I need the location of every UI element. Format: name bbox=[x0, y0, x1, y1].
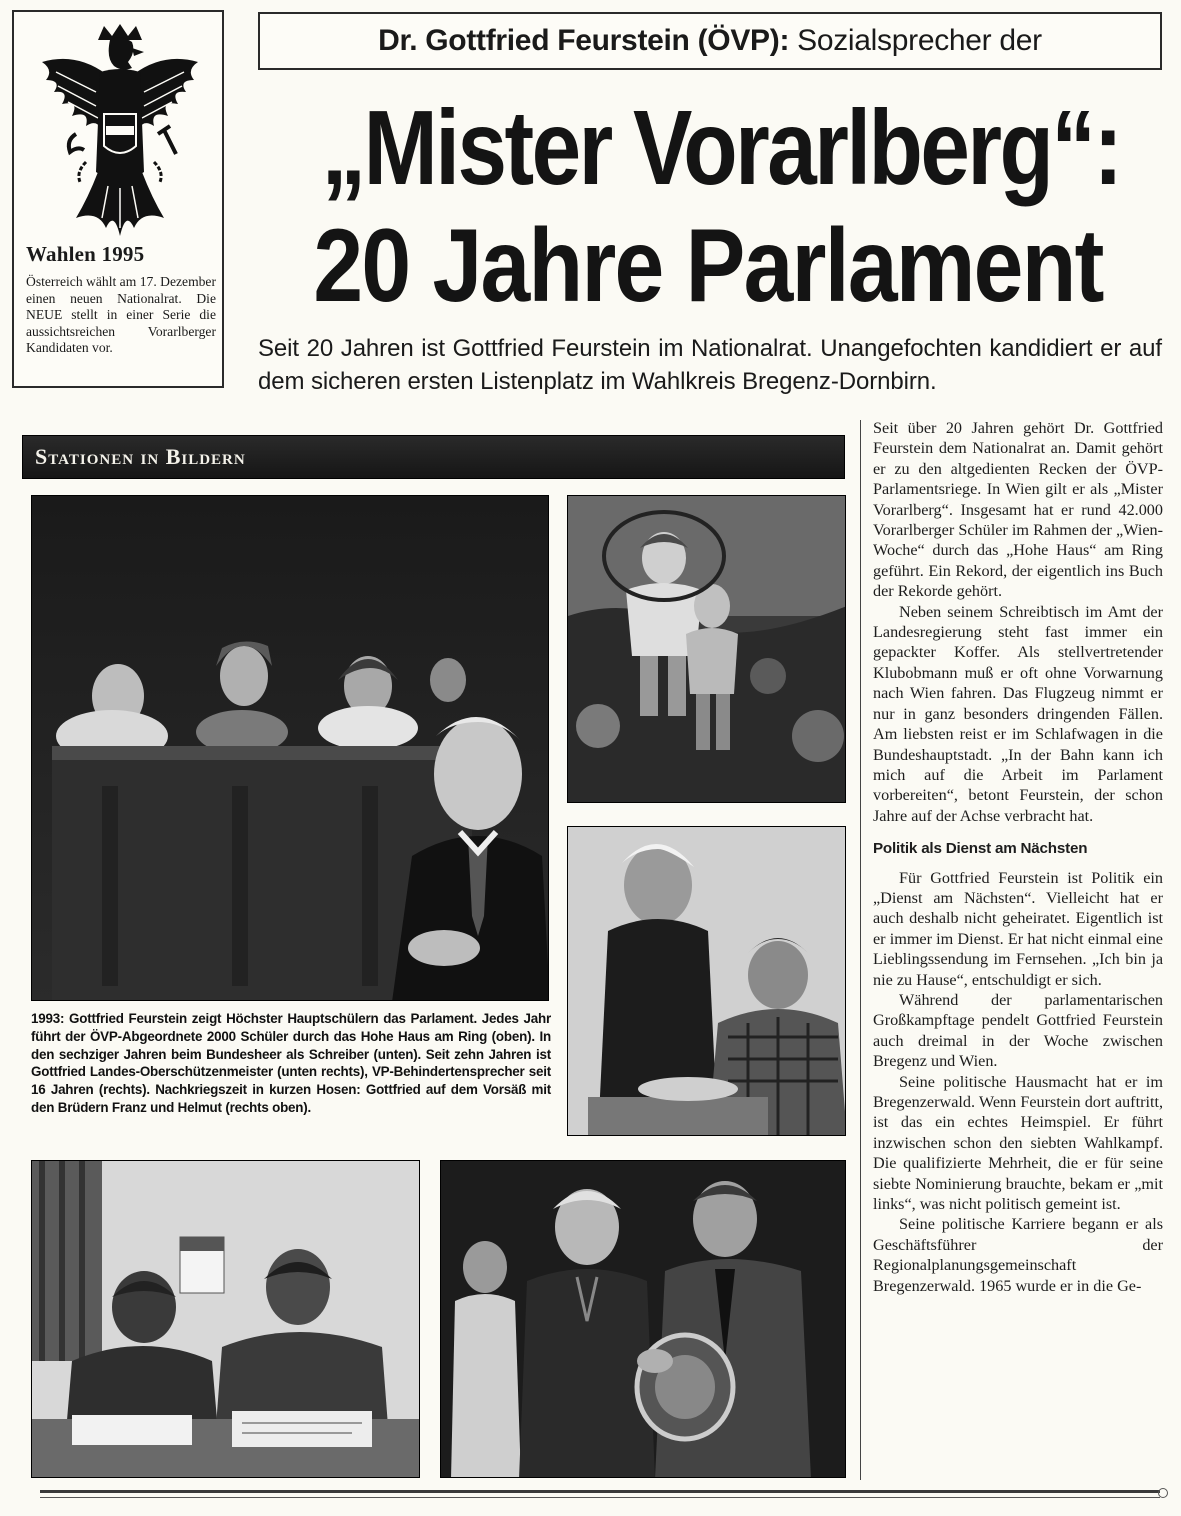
sidebar-title: Wahlen 1995 bbox=[26, 242, 145, 266]
article-paragraph: Seine politische Karriere begann er als Geschäftsführer der Regionalplanungsgemeinschaft Bregenzerwald. 1965 wurde er in die Ge- bbox=[873, 1215, 1163, 1295]
lead-paragraph: Seit 20 Jahren ist Gottfried Feurstein im Nationalrat. Unangefochten kandidiert er auf dem sicheren ersten Listenplatz im Wahlkreis Bregenz-Dornbirn. bbox=[258, 335, 1162, 395]
article-paragraph: Neben seinem Schreibtisch im Amt der Landesregierung steht fast immer ein gepackter Koffer. Als stellvertretender Klubobmann muß er oft ohne Vorwarnung nach Wien fahren. Das Flugzeug nimmt er nur in ganz besonders dringenden Fällen. Am liebsten reist er im Schlafwagen in die Bundeshauptstadt. „In der Bahn kann ich mich auf die Arbeit im Parlament vorbereiten“, betont Feurstein, der schon Jahre auf der Achse verbracht hat. bbox=[873, 602, 1163, 825]
article-paragraph: Seine politische Hausmacht hat er im Bregenzerwald. Wenn Feurstein dort auftritt, ist das ein echtes Heimspiel. Er führt inzwischen schon den siebten Wahlkampf. Die qualifizierte Mehrheit, die er für seine siebte Nominierung brauchte, bekam er „mit links“, was nicht politisch gemeint ist. bbox=[873, 1072, 1163, 1214]
photo-military-service bbox=[31, 1160, 420, 1478]
photo-children-brothers bbox=[567, 495, 846, 803]
article-paragraph: Seit über 20 Jahren gehört Dr. Gottfried Feurstein dem Nationalrat an. Damit gehört er zu den altgedienten Recken der ÖVP-Parlamentsriege. In Wien gilt er als „Mister Vorarlberg“. Insgesamt hat er rund 42.000 Vorarlberger Schüler im Rahmen der „Wien-Woche“ durch das „Hohe Haus“ am Ring geführt. Ein Rekord, der eigentlich ins Buch der Rekorde gehört. bbox=[873, 419, 1163, 601]
photo-parliament-students bbox=[31, 495, 549, 1001]
photo-disabled-representative bbox=[567, 826, 846, 1136]
headline-line-2: 20 Jahre Parlament bbox=[313, 208, 1103, 324]
sidebar-info-box bbox=[12, 10, 224, 388]
column-divider bbox=[860, 420, 861, 1480]
bottom-rule-thin bbox=[40, 1497, 1160, 1498]
article-subheading: Politik als Dienst am Nächsten bbox=[873, 840, 1088, 858]
article-body bbox=[873, 418, 1163, 1296]
photo-caption: 1993: Gottfried Feurstein zeigt Höchster Hauptschülern das Parlament. Jedes Jahr führt der ÖVP-Abgeordnete 2000 Schüler durch das Hohe Haus am Ring (oben). In den sechziger Jahren beim Bundesheer als Schreiber (unten). Seit zehn Jahren ist Gottfried Landes-Oberschützenmeister (unten rechts), VP-Behindertensprecher seit 16 Jahren (rechts). Nachkriegszeit in kurzen Hosen: Gottfried auf dem Vorsäß mit den Brüdern Franz und Helmut (rechts oben). bbox=[31, 1011, 551, 1115]
section-bar bbox=[22, 435, 845, 479]
corner-mark bbox=[1158, 1488, 1168, 1498]
bottom-rule bbox=[40, 1490, 1160, 1493]
headline-line-1: „Mister Vorarlberg“: bbox=[321, 89, 1121, 207]
kicker-box bbox=[258, 12, 1162, 70]
article-paragraph: Während der parlamentarischen Großkampftage pendelt Gottfried Feurstein auch dreimal in der Woche zwischen Bregenz und Wien. bbox=[873, 990, 1163, 1071]
kicker-name: Dr. Gottfried Feurstein (ÖVP): bbox=[378, 24, 790, 57]
kicker-role: Sozialsprecher der bbox=[797, 24, 1042, 57]
austrian-eagle-icon bbox=[36, 22, 204, 244]
section-title: Stationen in Bildern bbox=[35, 444, 246, 469]
article-paragraph: Für Gottfried Feurstein ist Politik ein „Dienst am Nächsten“. Vielleicht hat er auch deshalb nicht geheiratet. Eigentlich ist er immer im Dienst. Er hat nicht einmal eine Lieblingssendung im Fernsehen. „Ich bin ja nie zu Hause“, entschuldigt er sich. bbox=[873, 868, 1163, 989]
photo-marksmen-award bbox=[440, 1160, 846, 1478]
sidebar-text: Österreich wählt am 17. Dezember einen neuen Nationalrat. Die NEUE stellt in einer Serie die aussichtsreichen Vorarlberger Kandidaten vor. bbox=[26, 274, 216, 356]
